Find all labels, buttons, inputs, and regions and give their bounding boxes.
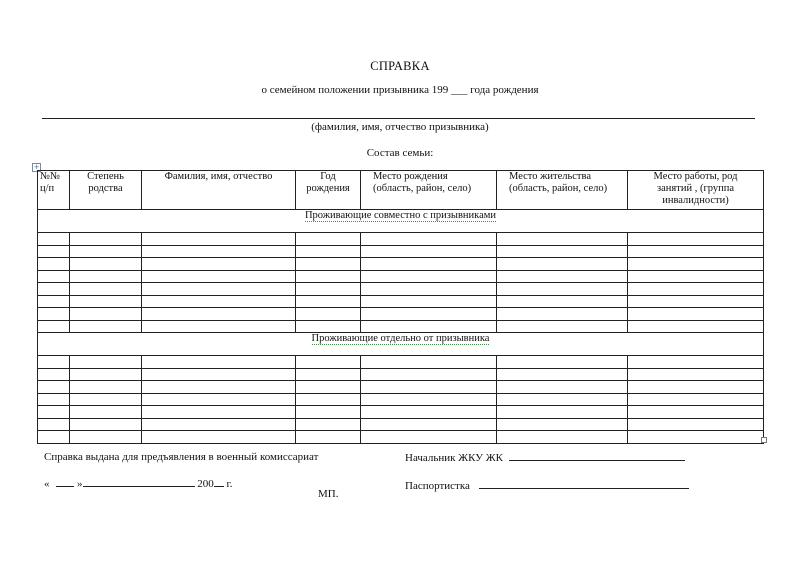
table-row[interactable] <box>38 270 764 283</box>
chief-label: Начальник ЖКУ ЖК <box>405 452 503 464</box>
section-together-label: Проживающие совместно с призывниками <box>304 210 497 221</box>
section-apart-cell <box>38 333 764 356</box>
document-subtitle: о семейном положении призывника 199 ___ года рождения <box>261 84 539 96</box>
fio-line <box>42 118 755 119</box>
table-row[interactable] <box>38 431 764 444</box>
table-row[interactable] <box>38 233 764 246</box>
header-birthplace: Место рождения (область, район, село) <box>361 171 497 210</box>
date-day-line[interactable] <box>56 476 74 487</box>
table-row[interactable] <box>38 245 764 258</box>
header-residence: Место жительства (область, район, село) <box>497 171 628 210</box>
section-together-cell <box>38 210 764 233</box>
header-birth-year: Год рождения <box>296 171 361 210</box>
table-row[interactable] <box>38 320 764 333</box>
fio-caption: (фамилия, имя, отчество призывника) <box>311 121 489 133</box>
chief-signature <box>405 450 685 464</box>
passport-signature-line[interactable] <box>479 478 689 489</box>
issued-for-label: Справка выдана для предъявления в военный комиссариат <box>44 451 319 463</box>
family-composition-title: Состав семьи: <box>366 147 434 159</box>
table-row[interactable] <box>38 406 764 419</box>
stamp-place: МП. <box>318 488 339 500</box>
section-row-together <box>38 210 764 233</box>
document-title: СПРАВКА <box>370 59 430 73</box>
table-row[interactable] <box>38 283 764 296</box>
date-year-line[interactable] <box>214 476 224 487</box>
section-apart-label: Проживающие отдельно от призывника <box>311 333 490 344</box>
table-row[interactable] <box>38 295 764 308</box>
issue-date <box>44 476 233 490</box>
chief-signature-line[interactable] <box>509 450 685 461</box>
table-move-handle-icon[interactable]: + <box>33 163 40 171</box>
table-row[interactable] <box>38 393 764 406</box>
passport-signature <box>405 478 689 492</box>
table-row[interactable] <box>38 258 764 271</box>
table-resize-handle[interactable] <box>761 437 767 443</box>
table-row[interactable] <box>38 356 764 369</box>
header-workplace: Место работы, род занятий , (группа инвалидности) <box>628 171 764 210</box>
date-close-quote: » <box>77 478 83 490</box>
date-open-quote: « <box>44 478 50 490</box>
table-header-row <box>38 171 764 210</box>
family-table <box>37 170 764 444</box>
issued-for-text <box>44 451 318 463</box>
date-year-prefix: 200 <box>197 478 214 490</box>
header-fullname: Фамилия, имя, отчество <box>142 171 296 210</box>
header-number: №№ ц/п <box>38 171 70 210</box>
header-relation: Степень родства <box>70 171 142 210</box>
date-year-suffix: г. <box>223 478 233 490</box>
table-row[interactable] <box>38 368 764 381</box>
table-row[interactable] <box>38 418 764 431</box>
date-month-line[interactable] <box>83 476 195 487</box>
table-row[interactable] <box>38 381 764 394</box>
section-row-apart <box>38 333 764 356</box>
passport-label: Паспортистка <box>405 480 470 492</box>
table-row[interactable] <box>38 308 764 321</box>
